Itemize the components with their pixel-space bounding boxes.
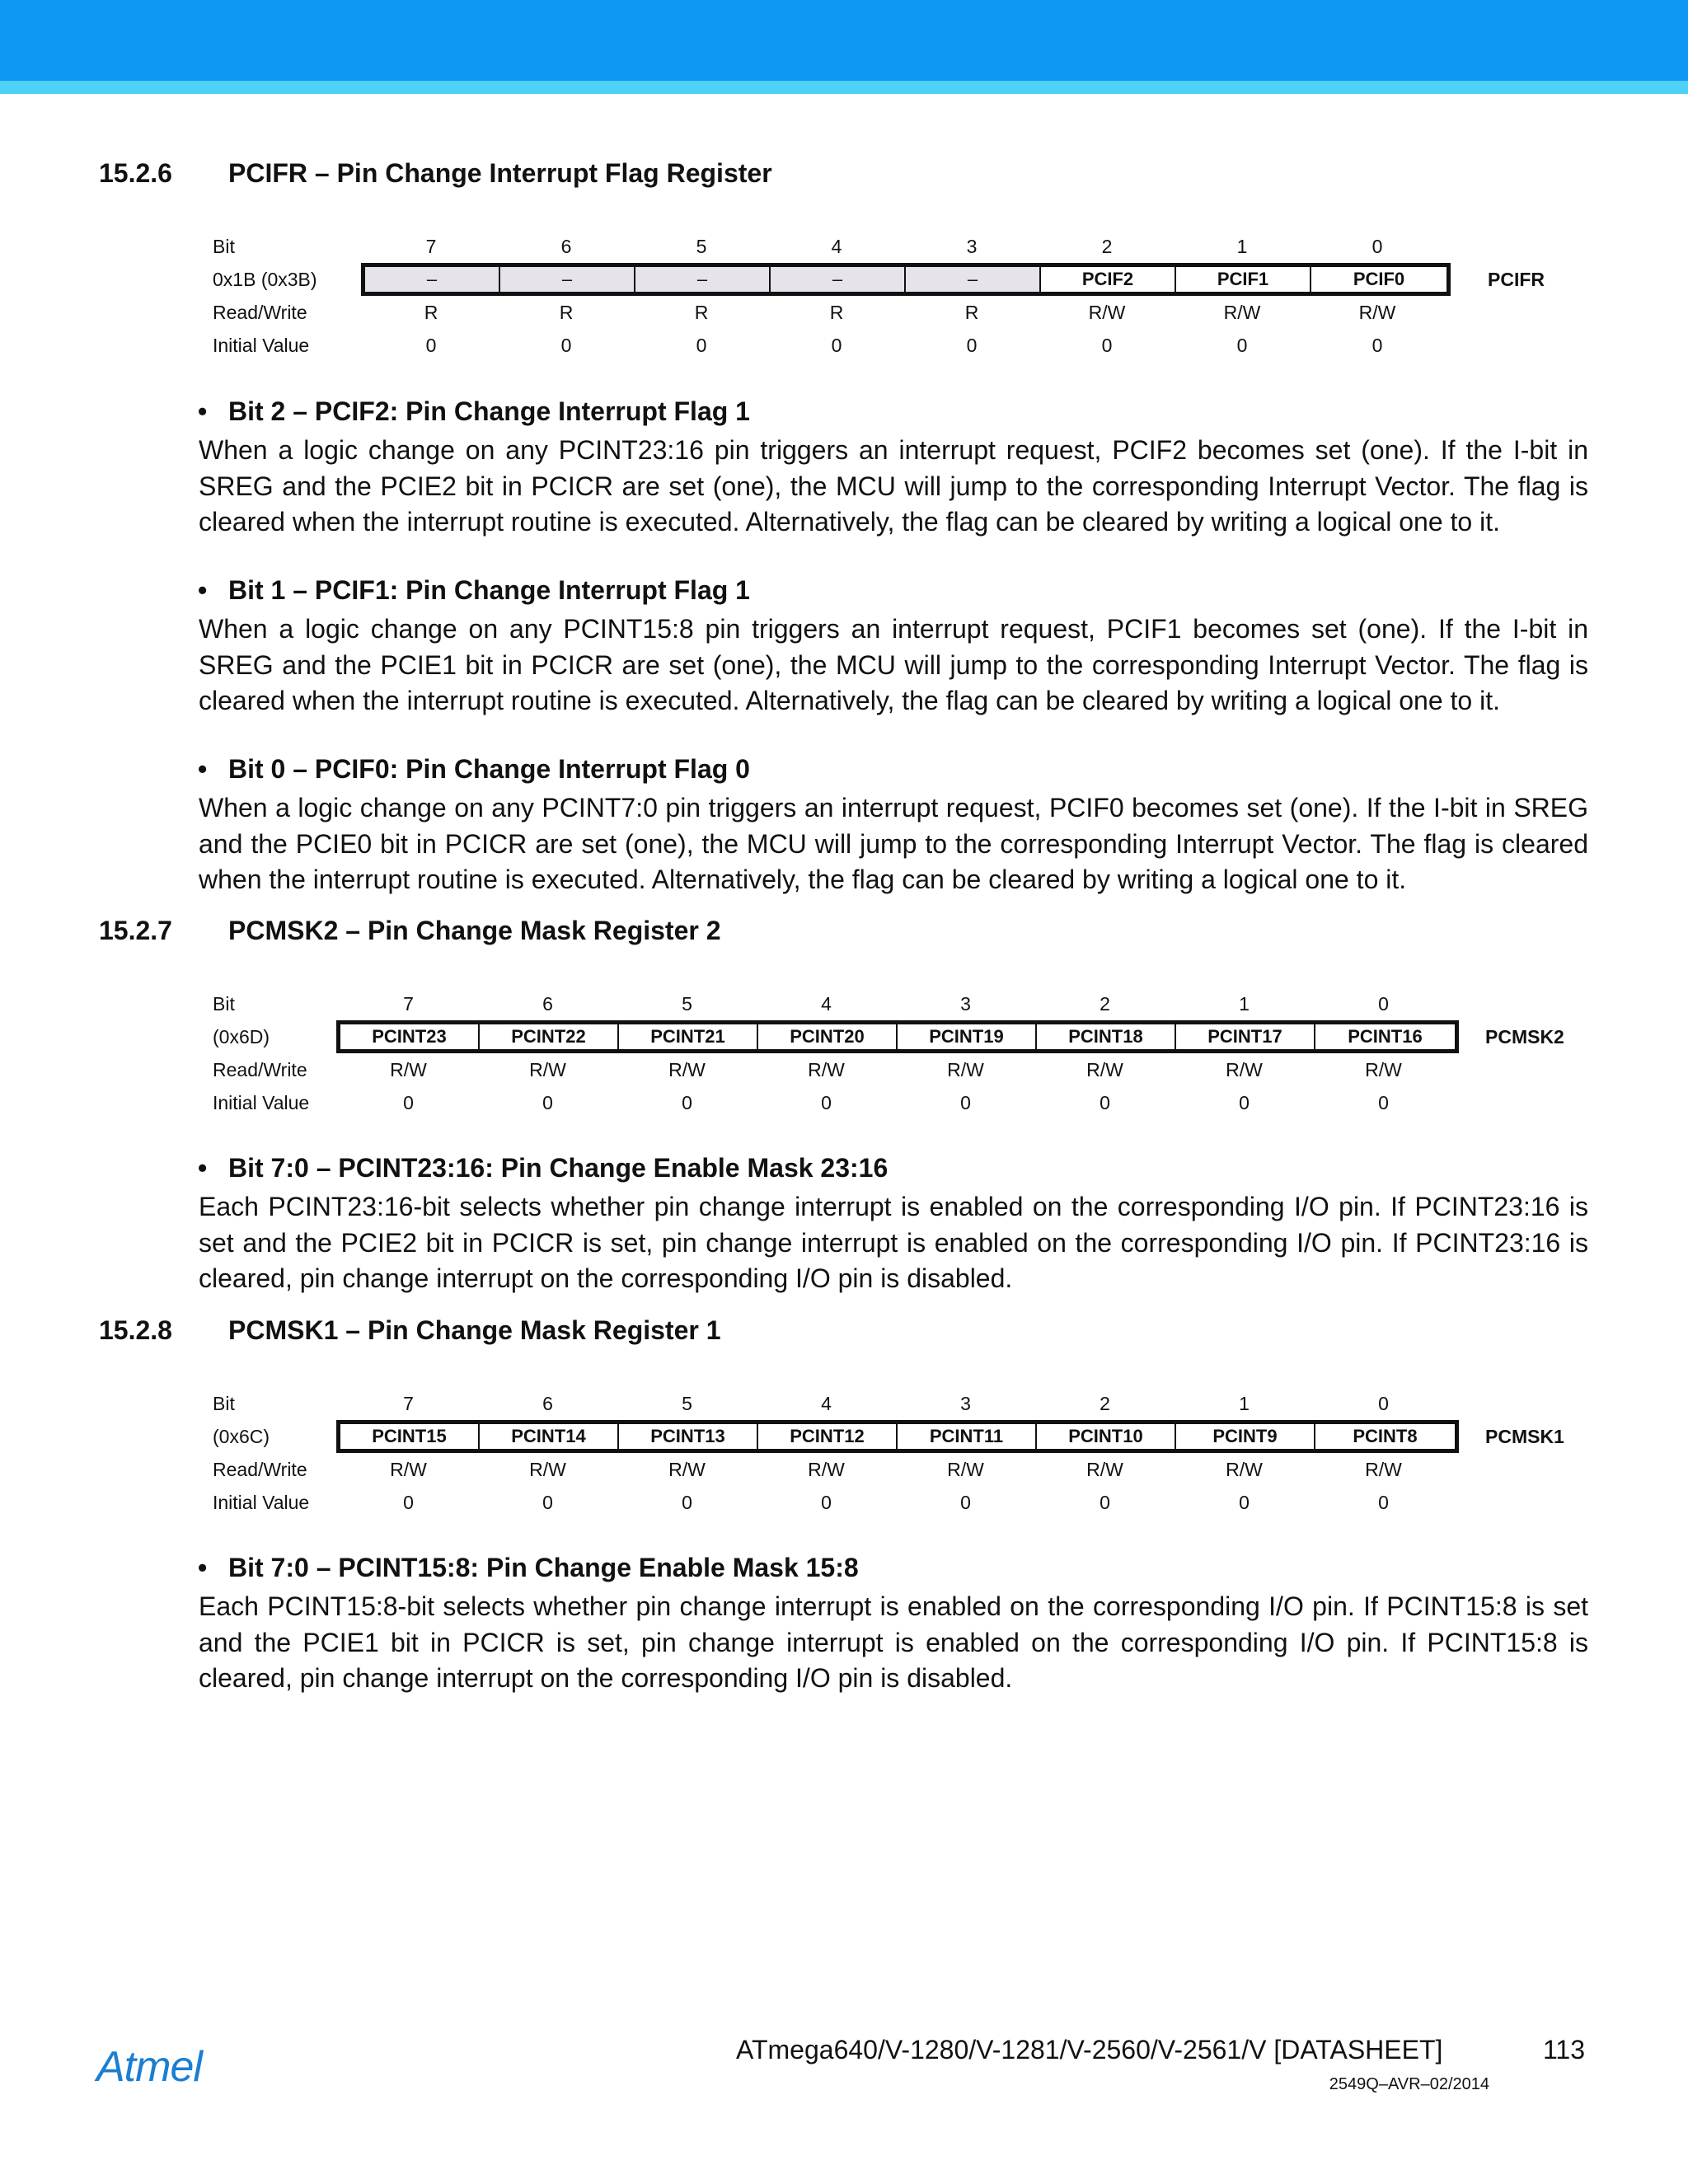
register-name: PCIFR [1488, 269, 1545, 290]
field-cell: PCINT19 [898, 1024, 1037, 1049]
init-label: Initial Value [213, 335, 310, 356]
init-value: 0 [821, 1492, 832, 1513]
bit-number: 6 [560, 236, 572, 257]
bullet-title-text: Bit 0 – PCIF0: Pin Change Interrupt Flag 0 [228, 754, 750, 784]
section-number: 15.2.6 [99, 158, 172, 188]
bullet-dot: • [198, 396, 208, 426]
bullet-dot: • [198, 1153, 208, 1183]
bullet-paragraph: When a logic change on any PCINT15:8 pin triggers an interrupt request, PCIF1 becomes set (one). If the I-bit in SREG and the PCIE1 bit in PCICR are set (one), the MCU will jump to the corresponding Interrupt Vector. The flag is cleared when the interrupt routine is executed. Alternatively, the flag can be cleared by writing a logical one to it. [199, 614, 1588, 715]
init-value: 0 [403, 1492, 414, 1513]
rw-label: Read/Write [213, 1459, 307, 1480]
bit-number: 6 [542, 1393, 553, 1414]
bullet-heading [198, 754, 750, 785]
register-name: PCMSK2 [1485, 1026, 1564, 1047]
field-cell: PCINT23 [340, 1024, 480, 1049]
init-label: Initial Value [213, 1492, 310, 1513]
rw-value: R/W [668, 1059, 706, 1080]
bit-number: 0 [1378, 993, 1389, 1015]
rw-value: R/W [1088, 302, 1126, 323]
init-value: 0 [1372, 335, 1383, 356]
bullet-dot: • [198, 754, 208, 784]
field-cell: PCINT15 [340, 1424, 480, 1449]
rw-row [210, 1053, 1611, 1086]
bit-number: 5 [682, 1393, 692, 1414]
rw-row [210, 296, 1611, 329]
bullet-heading [198, 1553, 859, 1583]
section-number: 15.2.7 [99, 916, 172, 945]
init-value: 0 [696, 335, 707, 356]
bit-number: 2 [1100, 1393, 1110, 1414]
bit-row [210, 987, 1611, 1020]
init-value: 0 [560, 335, 572, 356]
init-value: 0 [960, 1092, 971, 1113]
section-title: PCMSK1 – Pin Change Mask Register 1 [228, 1315, 721, 1345]
register-address: (0x6D) [213, 1026, 270, 1047]
header-stripe [0, 81, 1688, 94]
rw-row [210, 1453, 1611, 1486]
init-value: 0 [1100, 1092, 1110, 1113]
init-value: 0 [403, 1092, 414, 1113]
field-cell: PCINT8 [1353, 1426, 1418, 1446]
bit-number: 1 [1239, 1393, 1250, 1414]
rw-value: R [829, 302, 844, 323]
init-value: 0 [1100, 1492, 1110, 1513]
bit-number: 5 [682, 993, 692, 1015]
field-cell: PCINT12 [758, 1424, 898, 1449]
bullet-paragraph: When a logic change on any PCINT7:0 pin triggers an interrupt request, PCIF0 becomes set (one). If the I-bit in SREG and the PCIE0 bit in PCICR are set (one), the MCU will jump to the corresponding Interrupt Vector. The flag is cleared when the interrupt routine is executed. Alternatively, the flag can be cleared by writing a logical one to it. [199, 793, 1588, 894]
init-value: 0 [682, 1492, 692, 1513]
section-number: 15.2.8 [99, 1315, 172, 1345]
field-cell: PCIF1 [1176, 267, 1311, 292]
init-value: 0 [960, 1492, 971, 1513]
bullet-title-text: Bit 7:0 – PCINT15:8: Pin Change Enable Mask 15:8 [228, 1553, 859, 1582]
bullet-paragraph: Each PCINT15:8-bit selects whether pin change interrupt is enabled on the corresponding I/O pin. If PCINT15:8 is set and the PCIE1 bit in PCICR is set, pin change interrupt is enabled on the corresponding I/O pin. If PCINT15:8 is cleared, pin change interrupt on the corresponding I/O pin is disabled. [199, 1591, 1588, 1693]
field-cell: PCINT10 [1037, 1424, 1176, 1449]
bullet-heading [198, 396, 750, 427]
rw-value: R/W [947, 1059, 984, 1080]
field-cell: – [635, 267, 771, 292]
init-value: 0 [542, 1092, 553, 1113]
init-value: 0 [425, 335, 437, 356]
rw-value: R/W [529, 1059, 566, 1080]
bit-number: 4 [831, 236, 842, 257]
rw-value: R [964, 302, 979, 323]
field-cell: PCINT13 [619, 1424, 758, 1449]
register-fields [361, 263, 1451, 296]
field-cell: PCINT17 [1176, 1024, 1315, 1049]
bit-number: 1 [1239, 993, 1250, 1015]
init-value: 0 [831, 335, 842, 356]
document-code: 2549Q–AVR–02/2014 [1329, 2075, 1489, 2093]
init-value: 0 [1101, 335, 1113, 356]
footer-document-title: ATmega640/V-1280/V-1281/V-2560/V-2561/V [DATASHEET] [736, 2035, 1443, 2064]
init-value: 0 [966, 335, 978, 356]
atmel-logo: Atmel [96, 2043, 202, 2091]
rw-value: R/W [668, 1459, 706, 1480]
bullet-dot: • [198, 575, 208, 605]
bit-number: 3 [960, 1393, 971, 1414]
register-address: (0x6C) [213, 1426, 270, 1447]
field-row [210, 1420, 1611, 1453]
init-label: Initial Value [213, 1092, 310, 1113]
rw-value: R [424, 302, 438, 323]
rw-value: R/W [1226, 1459, 1263, 1480]
field-cell: PCINT14 [480, 1424, 619, 1449]
field-cell: PCIF0 [1353, 269, 1405, 289]
register-name: PCMSK1 [1485, 1426, 1564, 1447]
bit-number: 0 [1378, 1393, 1389, 1414]
section-title: PCIFR – Pin Change Interrupt Flag Register [228, 158, 772, 188]
bit-row [210, 230, 1611, 263]
rw-label: Read/Write [213, 1059, 307, 1080]
rw-value: R/W [1086, 1059, 1123, 1080]
rw-value: R/W [1358, 302, 1396, 323]
bit-number: 5 [696, 236, 707, 257]
bit-number: 0 [1372, 236, 1383, 257]
init-value: 0 [1239, 1492, 1250, 1513]
rw-value: R/W [1365, 1459, 1402, 1480]
bit-number: 7 [403, 993, 414, 1015]
field-cell: – [365, 267, 500, 292]
field-cell: PCINT20 [758, 1024, 898, 1049]
bit-row [210, 1387, 1611, 1420]
rw-value: R [694, 302, 709, 323]
bit-number: 1 [1236, 236, 1248, 257]
field-cell: PCINT21 [619, 1024, 758, 1049]
bullet-title-text: Bit 2 – PCIF2: Pin Change Interrupt Flag 1 [228, 396, 750, 426]
init-value: 0 [821, 1092, 832, 1113]
register-fields [336, 1020, 1459, 1053]
bit-number: 6 [542, 993, 553, 1015]
bit-number: 4 [821, 1393, 832, 1414]
field-row [210, 1020, 1611, 1053]
bit-label: Bit [213, 236, 235, 257]
field-cell: PCINT11 [898, 1424, 1037, 1449]
init-row [210, 1486, 1611, 1519]
bit-label: Bit [213, 993, 235, 1015]
init-value: 0 [1378, 1092, 1389, 1113]
rw-value: R [559, 302, 574, 323]
rw-value: R/W [808, 1059, 845, 1080]
bit-number: 2 [1101, 236, 1113, 257]
page-number: 113 [1543, 2035, 1586, 2064]
field-cell: PCINT22 [480, 1024, 619, 1049]
init-row [210, 329, 1611, 362]
rw-value: R/W [808, 1459, 845, 1480]
rw-value: R/W [1365, 1059, 1402, 1080]
field-row [210, 263, 1611, 296]
bit-number: 4 [821, 993, 832, 1015]
rw-value: R/W [390, 1059, 427, 1080]
field-cell: PCINT16 [1348, 1026, 1423, 1047]
rw-value: R/W [529, 1459, 566, 1480]
rw-label: Read/Write [213, 302, 307, 323]
rw-value: R/W [1223, 302, 1261, 323]
bit-number: 7 [403, 1393, 414, 1414]
register-fields [336, 1420, 1459, 1453]
section-title: PCMSK2 – Pin Change Mask Register 2 [228, 916, 721, 945]
rw-value: R/W [1086, 1459, 1123, 1480]
bullet-title-text: Bit 7:0 – PCINT23:16: Pin Change Enable Mask 23:16 [228, 1153, 889, 1183]
field-cell: – [771, 267, 906, 292]
bullet-paragraph: When a logic change on any PCINT23:16 pin triggers an interrupt request, PCIF2 becomes set (one). If the I-bit in SREG and the PCIE2 bit in PCICR are set (one), the MCU will jump to the corresponding Interrupt Vector. The flag is cleared when the interrupt routine is executed. Alternatively, the flag can be cleared by writing a logical one to it. [199, 435, 1588, 537]
bullet-heading [198, 1153, 888, 1183]
bullet-heading [198, 575, 750, 606]
bit-number: 7 [425, 236, 437, 257]
init-value: 0 [1236, 335, 1248, 356]
bullet-dot: • [198, 1553, 208, 1582]
init-value: 0 [682, 1092, 692, 1113]
bullet-paragraph: Each PCINT23:16-bit selects whether pin change interrupt is enabled on the corresponding I/O pin. If PCINT23:16 is set and the PCIE2 bit in PCICR is set, pin change interrupt is enabled on the corresponding I/O pin. If PCINT23:16 is cleared, pin change interrupt on the corresponding I/O pin is disabled. [199, 1192, 1588, 1293]
rw-value: R/W [390, 1459, 427, 1480]
init-value: 0 [1239, 1092, 1250, 1113]
field-cell: – [500, 267, 635, 292]
header-bar [0, 0, 1688, 81]
rw-value: R/W [1226, 1059, 1263, 1080]
bit-label: Bit [213, 1393, 235, 1414]
bit-number: 2 [1100, 993, 1110, 1015]
bit-number: 3 [966, 236, 978, 257]
field-cell: PCINT18 [1037, 1024, 1176, 1049]
init-row [210, 1086, 1611, 1119]
field-cell: PCIF2 [1041, 267, 1176, 292]
bit-number: 3 [960, 993, 971, 1015]
init-value: 0 [1378, 1492, 1389, 1513]
bullet-title-text: Bit 1 – PCIF1: Pin Change Interrupt Flag 1 [228, 575, 750, 605]
init-value: 0 [542, 1492, 553, 1513]
register-address: 0x1B (0x3B) [213, 269, 317, 290]
field-cell: – [906, 267, 1041, 292]
field-cell: PCINT9 [1176, 1424, 1315, 1449]
rw-value: R/W [947, 1459, 984, 1480]
